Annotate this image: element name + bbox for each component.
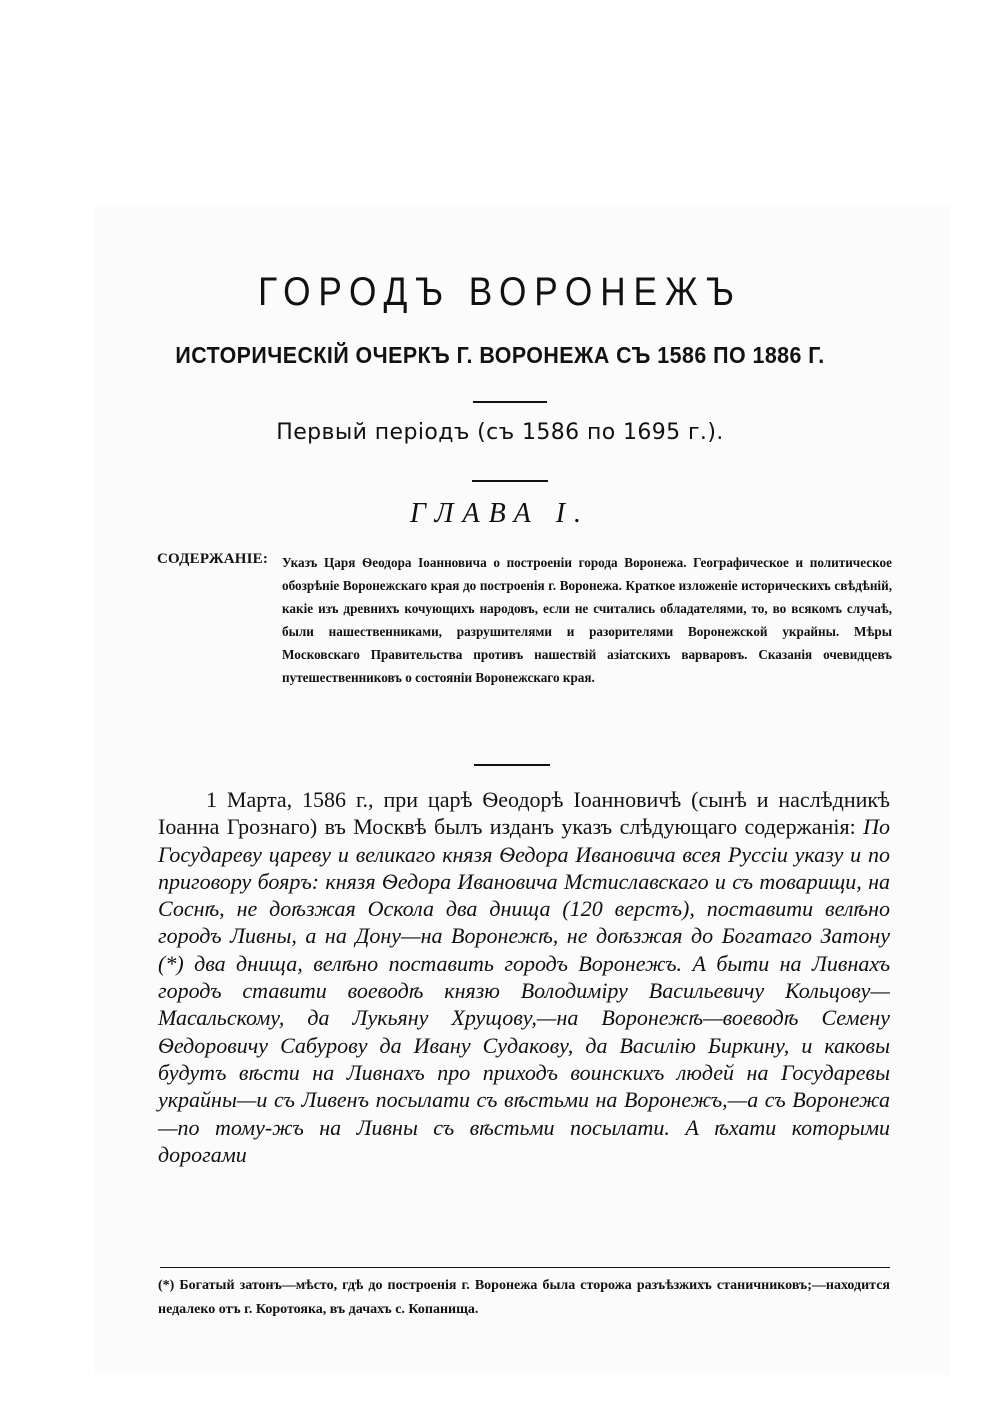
section-divider <box>474 764 550 766</box>
section-divider <box>472 480 548 482</box>
footnote-divider <box>160 1267 890 1268</box>
footnote: (*) Богатый затонъ—мѣсто, гдѣ до построенія г. Воронежа была сторожа разъѣзжихъ станичниковъ;—находится недалеко отъ г. Коротояка, въ дачахъ с. Копанища. <box>158 1278 890 1317</box>
document-subtitle: ИСТОРИЧЕСКІЙ ОЧЕРКЪ Г. ВОРОНЕЖА СЪ 1586 ПО 1886 Г. <box>175 342 825 368</box>
chapter-heading: ГЛАВА I. <box>409 498 591 529</box>
document-title: ГОРОДЪ ВОРОНЕЖЪ <box>258 270 742 314</box>
section-divider <box>473 401 547 403</box>
body-quote: По Государеву цареву и великаго князя Ѳедора Ивановича всея Руссіи указу и по приговору бояръ: князя Ѳедора Ивановича Мстиславскаго и съ товарищи, на Соснѣ, не доѣзжая Оскола два днища (120 верстъ), поставити велѣно городъ Ливны, а на Дону—на Воронежѣ, не доѣзжая до Богатаго Затону (*) два днища, велѣно поставить городъ Воронежъ. А быти на Ливнахъ городъ ставити воеводѣ князю Володимiру Васильевичу Кольцову—Масальскому, да Лукьяну Хрущову,—на Воронежѣ—воеводѣ Семену Ѳедоровичу Сабурову да Ивану Судакову, да Василію Биркину, и каковы будутъ вѣсти на Ливнахъ про приходъ воинскихъ людей на Государевы украйны—и съ Ливенъ посылати съ вѣстьми на Воронежъ,—а съ Воронежа—по тому-жъ на Ливны съ вѣстьми посылати. А ѣхати которыми дорогами <box>158 814 890 1167</box>
main-body-text <box>158 786 890 1168</box>
contents-label: СОДЕРЖАНІЕ: <box>157 551 269 567</box>
period-heading: Первый періодъ (съ 1586 по 1695 г.). <box>276 420 724 445</box>
body-intro: 1 Марта, 1586 г., при царѣ Ѳеодорѣ Іоанновичѣ (сынѣ и наслѣдникѣ Іоанна Грознаго) въ Москвѣ былъ изданъ указъ слѣдующаго содержанія: <box>158 787 890 840</box>
contents-summary: Указъ Царя Ѳеодора Іоанновича о построеніи города Воронежа. Географическое и политическое обозрѣніе Воронежскаго края до построенія г. Воронежа. Краткое изложеніе историческихъ свѣдѣній, какіе изъ древнихъ кочующихъ народовъ, если не считались обладателями, то, во всякомъ случаѣ, были нашественниками, разрушителями и разорителями Воронежской украйны. Мѣры Московскаго Правительства противъ нашествій азіатскихъ варваровъ. Сказанія очевидцевъ путешественниковъ о состояніи Воронежскаго края. <box>282 555 892 685</box>
